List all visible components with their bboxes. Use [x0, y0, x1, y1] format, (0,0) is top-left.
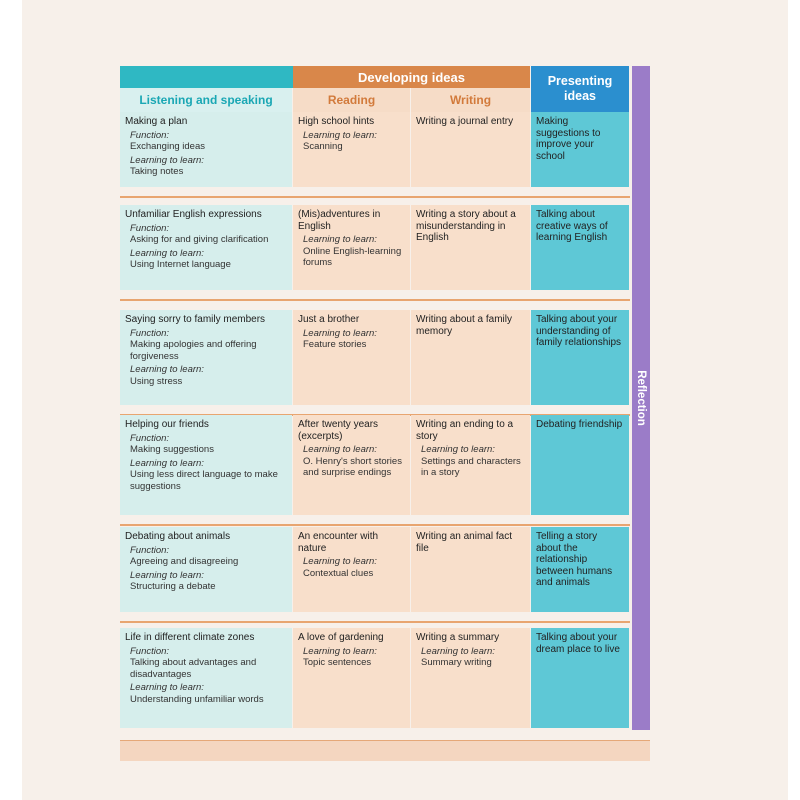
learning-value: Scanning	[303, 141, 343, 152]
presenting-text: Debating friendship	[536, 419, 623, 430]
learning-value: O. Henry's short stories and surprise endings	[303, 455, 402, 478]
learning-value: Summary writing	[421, 657, 492, 668]
learning-label: Learning to learn:	[303, 645, 377, 657]
listening-speaking-cell	[120, 628, 292, 728]
writing-title: Writing a journal entry	[416, 116, 514, 127]
learning-label: Learning to learn:	[130, 682, 204, 693]
learning-value: Using Internet language	[130, 259, 231, 270]
function-label: Function:	[130, 645, 170, 657]
learning-label: Learning to learn:	[130, 569, 204, 581]
learning-value: Online English-learning forums	[303, 245, 402, 268]
unit-row	[120, 205, 630, 290]
function-label: Function:	[130, 544, 170, 556]
function-label: Function:	[130, 129, 170, 141]
writing-cell	[411, 527, 530, 612]
learning-value: Topic sentences	[303, 657, 372, 668]
listening-speaking-cell	[120, 310, 292, 405]
learning-label: Learning to learn:	[421, 444, 495, 455]
header-listening-speaking: Listening and speaking	[120, 88, 292, 112]
unit-row	[120, 527, 630, 612]
function-value: Agreeing and disagreeing	[130, 556, 239, 567]
listening-speaking-cell	[120, 415, 292, 515]
row-divider	[120, 299, 630, 301]
listening-speaking-cell	[120, 205, 292, 290]
function-value: Making suggestions	[130, 444, 214, 455]
header-reading: Reading	[293, 88, 410, 112]
lesson-title: Making a plan	[125, 116, 188, 127]
presenting-cell	[531, 628, 629, 728]
row-divider	[120, 621, 630, 623]
function-value: Making apologies and offering forgiveness	[130, 339, 257, 362]
learning-label: Learning to learn:	[130, 154, 204, 166]
unit-row	[120, 628, 630, 728]
learning-label: Learning to learn:	[303, 444, 377, 455]
learning-value: Taking notes	[130, 166, 184, 177]
learning-label: Learning to learn:	[421, 645, 495, 657]
learning-label: Learning to learn:	[303, 327, 377, 339]
writing-cell	[411, 205, 530, 290]
function-value: Asking for and giving clarification	[130, 234, 269, 245]
header-writing: Writing	[411, 88, 530, 112]
writing-title: Writing an animal fact file	[416, 531, 512, 554]
presenting-cell	[531, 527, 629, 612]
row-divider	[120, 524, 630, 526]
reading-cell	[293, 415, 410, 515]
learning-value: Contextual clues	[303, 567, 374, 579]
learning-value: Understanding unfamiliar words	[130, 693, 264, 705]
learning-value: Using stress	[130, 375, 183, 387]
reading-cell	[293, 112, 410, 187]
unit-row	[120, 112, 630, 187]
lesson-title: Saying sorry to family members	[125, 314, 266, 325]
presenting-text: Talking about your dream place to live	[536, 632, 620, 655]
writing-title: Writing an ending to a story	[416, 419, 514, 442]
reading-title: A love of gardening	[298, 632, 384, 643]
function-label: Function:	[130, 327, 170, 339]
lesson-title: Debating about animals	[125, 531, 231, 542]
learning-label: Learning to learn:	[303, 234, 377, 245]
writing-cell	[411, 310, 530, 405]
reading-title: An encounter with nature	[298, 531, 379, 554]
presenting-cell	[531, 112, 629, 187]
presenting-cell	[531, 310, 629, 405]
lesson-title: Unfamiliar English expressions	[125, 209, 262, 220]
learning-value: Feature stories	[303, 339, 367, 350]
reflection-bar	[632, 66, 650, 730]
learning-label: Learning to learn:	[130, 457, 204, 469]
reading-cell	[293, 527, 410, 612]
function-value: Exchanging ideas	[130, 141, 205, 152]
reading-title: High school hints	[298, 116, 375, 127]
learning-label: Learning to learn:	[130, 364, 204, 375]
writing-title: Writing a summary	[416, 632, 500, 643]
unit-row	[120, 415, 630, 515]
listening-speaking-cell	[120, 527, 292, 612]
lesson-title: Life in different climate zones	[125, 632, 255, 643]
header-developing-ideas: Developing ideas	[293, 66, 530, 88]
reading-cell	[293, 310, 410, 405]
presenting-cell	[531, 415, 629, 515]
writing-title: Writing about a family memory	[416, 314, 512, 337]
lesson-title: Helping our friends	[125, 419, 209, 430]
learning-label: Learning to learn:	[130, 247, 204, 259]
reading-title: (Mis)adventures in English	[298, 209, 381, 232]
learning-value: Using less direct language to make suggestions	[130, 469, 278, 492]
reading-title: Just a brother	[298, 314, 360, 325]
function-label: Function:	[130, 432, 170, 444]
learning-value: Structuring a debate	[130, 581, 216, 592]
learning-value: Settings and characters in a story	[421, 455, 521, 478]
presenting-text: Making suggestions to improve your school	[536, 116, 601, 162]
listening-speaking-cell	[120, 112, 292, 187]
reflection-label: Reflection	[635, 370, 647, 426]
function-value: Talking about advantages and disadvantages	[130, 657, 257, 680]
reading-cell	[293, 628, 410, 728]
presenting-cell	[531, 205, 629, 290]
reading-title: After twenty years (excerpts)	[298, 419, 379, 442]
writing-cell	[411, 415, 530, 515]
footer-strip	[120, 741, 650, 761]
reading-cell	[293, 205, 410, 290]
function-label: Function:	[130, 222, 170, 234]
writing-cell	[411, 112, 530, 187]
writing-title: Writing a story about a misunderstanding in English	[416, 209, 516, 243]
presenting-text: Telling a story about the relationship between humans and animals	[536, 531, 613, 588]
presenting-text: Talking about creative ways of learning English	[536, 209, 608, 243]
unit-row	[120, 310, 630, 405]
learning-label: Learning to learn:	[303, 129, 377, 141]
row-divider	[120, 196, 630, 198]
header-presenting-ideas: Presenting ideas	[531, 66, 629, 112]
presenting-text: Talking about your understanding of family relationships	[536, 314, 622, 348]
writing-cell	[411, 628, 530, 728]
learning-label: Learning to learn:	[303, 556, 377, 567]
